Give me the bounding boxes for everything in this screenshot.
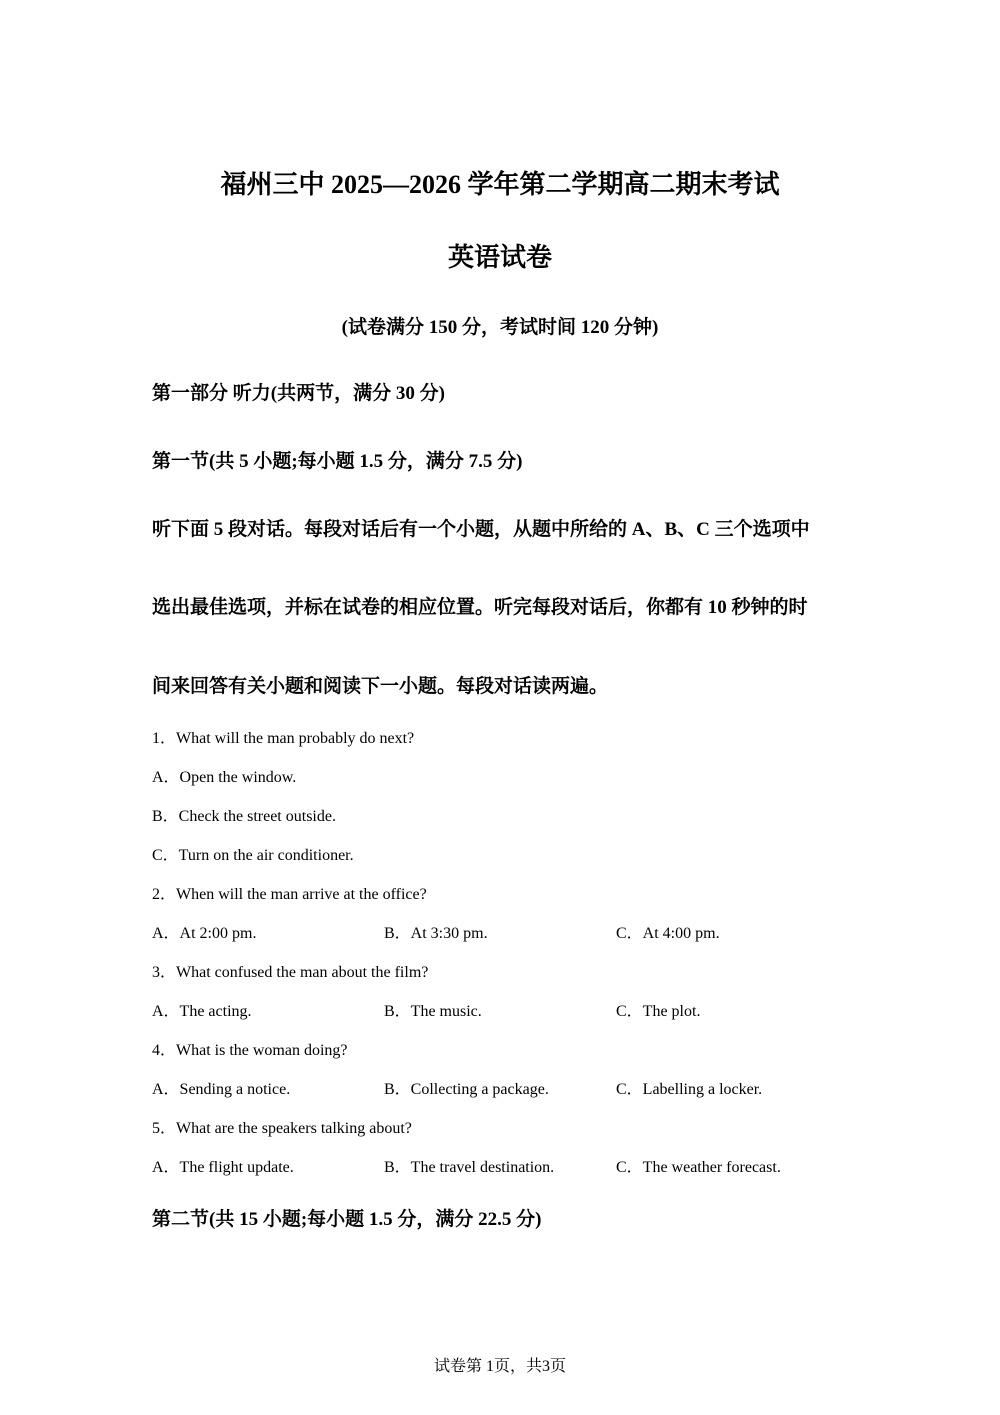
option-a: A．Open the window.	[152, 769, 297, 786]
section2-heading: 第二节(共 15 小题;每小题 1.5 分，满分 22.5 分)	[152, 1209, 542, 1230]
option-c: C．Turn on the air conditioner.	[152, 847, 354, 864]
page-number: 试卷第 1页，共3页	[433, 1358, 566, 1375]
option-b: B．The music.	[384, 1003, 482, 1020]
question-stem: 5．What are the speakers talking about?	[152, 1120, 412, 1137]
exam-title: 福州三中 2025—2026 学年第二学期高二期末考试	[220, 170, 780, 199]
option-c: C．Labelling a locker.	[616, 1081, 763, 1098]
instruction-line: 间来回答有关小题和阅读下一小题。每段对话读两遍。	[152, 676, 609, 697]
exam-note: (试卷满分 150 分，考试时间 120 分钟)	[341, 317, 659, 338]
question-stem: 1．What will the man probably do next?	[152, 730, 415, 747]
option-b: B．The travel destination.	[384, 1159, 555, 1176]
exam-subtitle: 英语试卷	[447, 243, 552, 272]
option-c: C．The plot.	[616, 1003, 701, 1020]
option-b: B．Collecting a package.	[384, 1081, 549, 1098]
option-a: A．The flight update.	[152, 1159, 294, 1176]
option-a: A．At 2:00 pm.	[152, 925, 257, 942]
question-stem: 4．What is the woman doing?	[152, 1042, 348, 1059]
option-c: C．At 4:00 pm.	[616, 925, 720, 942]
question-stem: 2．When will the man arrive at the office?	[152, 886, 427, 903]
instruction-line: 选出最佳选项，并标在试卷的相应位置。听完每段对话后，你都有 10 秒钟的时	[152, 597, 808, 618]
option-c: C．The weather forecast.	[616, 1159, 781, 1176]
option-a: A．The acting.	[152, 1003, 252, 1020]
option-a: A．Sending a notice.	[152, 1081, 291, 1098]
question-stem: 3．What confused the man about the film?	[152, 964, 429, 981]
option-b: B．Check the street outside.	[152, 808, 336, 825]
instruction-line: 听下面 5 段对话。每段对话后有一个小题，从题中所给的 A、B、C 三个选项中	[152, 519, 810, 540]
option-b: B．At 3:30 pm.	[384, 925, 488, 942]
part1-heading: 第一部分 听力(共两节，满分 30 分)	[152, 383, 445, 404]
section1-heading: 第一节(共 5 小题;每小题 1.5 分，满分 7.5 分)	[152, 451, 523, 472]
